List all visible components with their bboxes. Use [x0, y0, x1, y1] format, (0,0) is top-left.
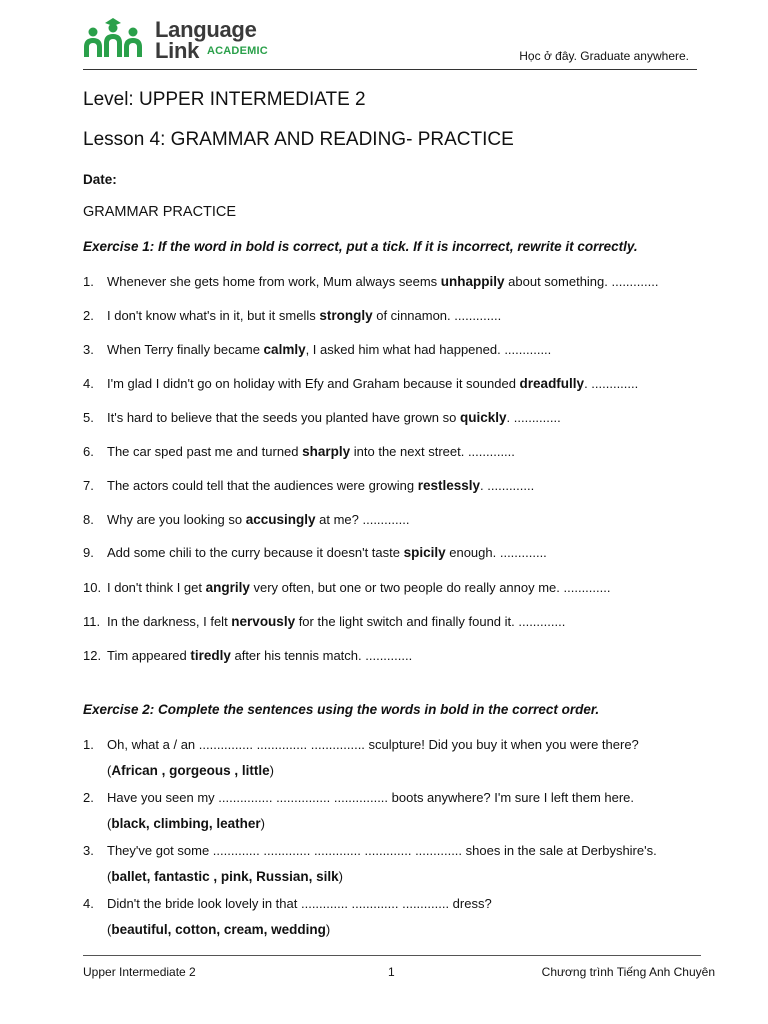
- lesson-title: Lesson 4: GRAMMAR AND READING- PRACTICE: [83, 129, 514, 150]
- item-keyword: dreadfully: [519, 376, 585, 391]
- item-number: 5.: [83, 410, 94, 425]
- section-title: GRAMMAR PRACTICE: [83, 204, 237, 220]
- open-paren: (: [107, 922, 112, 937]
- item-text: Whenever she gets home from work, Mum always seems: [107, 274, 441, 289]
- open-paren: (: [107, 816, 112, 831]
- item-number: 10.: [83, 580, 102, 595]
- item-text-after: for the light switch and finally found it. .............: [295, 614, 566, 629]
- item-text: I don't know what's in it, but it smells: [107, 308, 320, 323]
- item-number: 12.: [83, 648, 102, 663]
- item-keyword: calmly: [263, 342, 306, 357]
- close-paren: ): [338, 869, 344, 884]
- exercise-1-item: [83, 478, 534, 493]
- exercise-1-item: [83, 410, 561, 425]
- tagline: Học ở đây. Graduate anywhere.: [519, 49, 689, 63]
- item-text: I'm glad I didn't go on holiday with Efy and Graham because it sounded: [107, 376, 520, 391]
- exercise-1-item: [83, 308, 501, 323]
- item-keyword: sharply: [302, 444, 351, 459]
- exercise-1-item: [83, 614, 565, 629]
- item-text-after: . .............: [506, 410, 561, 425]
- logo-text-link: Link: [155, 38, 200, 63]
- item-keyword: spicily: [403, 545, 446, 560]
- exercise-2-item: [83, 737, 639, 752]
- word-bank: [107, 763, 274, 778]
- item-text-after: of cinnamon. .............: [372, 308, 502, 323]
- word-bank: [107, 869, 343, 884]
- item-text-after: very often, but one or two people do really annoy me. .............: [249, 580, 611, 595]
- word-bank-words: beautiful, cotton, cream, wedding: [111, 922, 326, 937]
- exercise-1-item: [83, 580, 610, 595]
- item-keyword: tiredly: [190, 648, 231, 663]
- item-text: They've got some ............. ............. ............. ............. ............. shoes in the sale at Derbyshire's.: [107, 843, 657, 858]
- exercise-2-item: [83, 896, 492, 911]
- item-keyword: unhappily: [440, 274, 505, 289]
- item-text: Have you seen my ............... ............... ............... boots anywhere? I'm sure I left them here.: [107, 790, 635, 805]
- item-text-after: , I asked him what had happened. .............: [305, 342, 552, 357]
- item-text: Oh, what a / an ............... .............. ............... sculpture! Did you buy it when you were there?: [107, 737, 639, 752]
- item-text-after: into the next street. .............: [350, 444, 515, 459]
- item-number: 8.: [83, 512, 94, 527]
- exercise-1-item: [83, 648, 412, 663]
- open-paren: (: [107, 869, 112, 884]
- item-keyword: strongly: [319, 308, 373, 323]
- exercise-1-item: [83, 545, 547, 560]
- item-keyword: restlessly: [417, 478, 481, 493]
- page-number: 1: [388, 965, 395, 979]
- close-paren: ): [269, 763, 274, 778]
- item-text-after: about something. .............: [504, 274, 659, 289]
- item-number: 3.: [83, 342, 94, 357]
- item-number: 4.: [83, 376, 94, 391]
- exercise-2-title: Exercise 2: Complete the sentences using the words in bold in the correct order.: [83, 702, 600, 717]
- item-text: In the darkness, I felt: [107, 614, 232, 629]
- item-number: 9.: [83, 545, 94, 560]
- item-text-after: . .............: [584, 376, 639, 391]
- logo-text-language: Language: [155, 17, 257, 42]
- item-number: 2.: [83, 308, 94, 323]
- item-text-after: enough. .............: [445, 545, 547, 560]
- item-number: 4.: [83, 896, 94, 911]
- item-number: 6.: [83, 444, 94, 459]
- item-number: 1.: [83, 274, 94, 289]
- date-label: Date:: [83, 172, 117, 187]
- word-bank: [107, 816, 265, 831]
- close-paren: ): [260, 816, 265, 831]
- word-bank-words: ballet, fantastic , pink, Russian, silk: [111, 869, 339, 884]
- item-number: 2.: [83, 790, 94, 805]
- exercise-1-title: Exercise 1: If the word in bold is correct, put a tick. If it is incorrect, rewrite it correctly.: [83, 239, 638, 254]
- item-text: Why are you looking so: [107, 512, 246, 527]
- item-text: Didn't the bride look lovely in that ............. ............. ............. dress?: [107, 896, 492, 911]
- exercise-1-item: [83, 274, 658, 289]
- item-text: When Terry finally became: [107, 342, 264, 357]
- item-text: The actors could tell that the audiences were growing: [107, 478, 418, 493]
- item-keyword: angrily: [205, 580, 250, 595]
- logo-text-academic: ACADEMIC: [207, 45, 268, 57]
- item-number: 1.: [83, 737, 94, 752]
- item-text-after: at me? .............: [315, 512, 410, 527]
- header-divider: [83, 69, 697, 70]
- exercise-1-item: [83, 342, 551, 357]
- footer-course-name: Upper Intermediate 2: [83, 965, 196, 979]
- level-title: Level: UPPER INTERMEDIATE 2: [83, 89, 366, 110]
- item-keyword: accusingly: [245, 512, 316, 527]
- people-logo-icon: [83, 15, 155, 59]
- item-text: Add some chili to the curry because it doesn't taste: [107, 545, 404, 560]
- exercise-1-item: [83, 512, 409, 527]
- item-number: 11.: [83, 614, 101, 629]
- item-text: It's hard to believe that the seeds you planted have grown so: [107, 410, 460, 425]
- item-keyword: quickly: [460, 410, 507, 425]
- footer-program-name: Chương trình Tiếng Anh Chuyên: [541, 965, 715, 979]
- exercise-1-item: [83, 376, 638, 391]
- item-text-after: after his tennis match. .............: [230, 648, 413, 663]
- item-text-after: . .............: [480, 478, 535, 493]
- exercise-2-item: [83, 843, 657, 858]
- item-number: 7.: [83, 478, 94, 493]
- open-paren: (: [107, 763, 112, 778]
- word-bank-words: black, climbing, leather: [111, 816, 261, 831]
- word-bank: [107, 922, 330, 937]
- item-text: I don't think I get: [107, 580, 206, 595]
- item-text: The car sped past me and turned: [107, 444, 303, 459]
- item-text: Tim appeared: [107, 648, 191, 663]
- footer-divider: [83, 955, 701, 956]
- exercise-2-item: [83, 790, 634, 805]
- close-paren: ): [325, 922, 331, 937]
- language-link-logo: [83, 15, 283, 63]
- item-keyword: nervously: [231, 614, 296, 629]
- item-number: 3.: [83, 843, 94, 858]
- exercise-1-item: [83, 444, 515, 459]
- word-bank-words: African , gorgeous , little: [111, 763, 270, 778]
